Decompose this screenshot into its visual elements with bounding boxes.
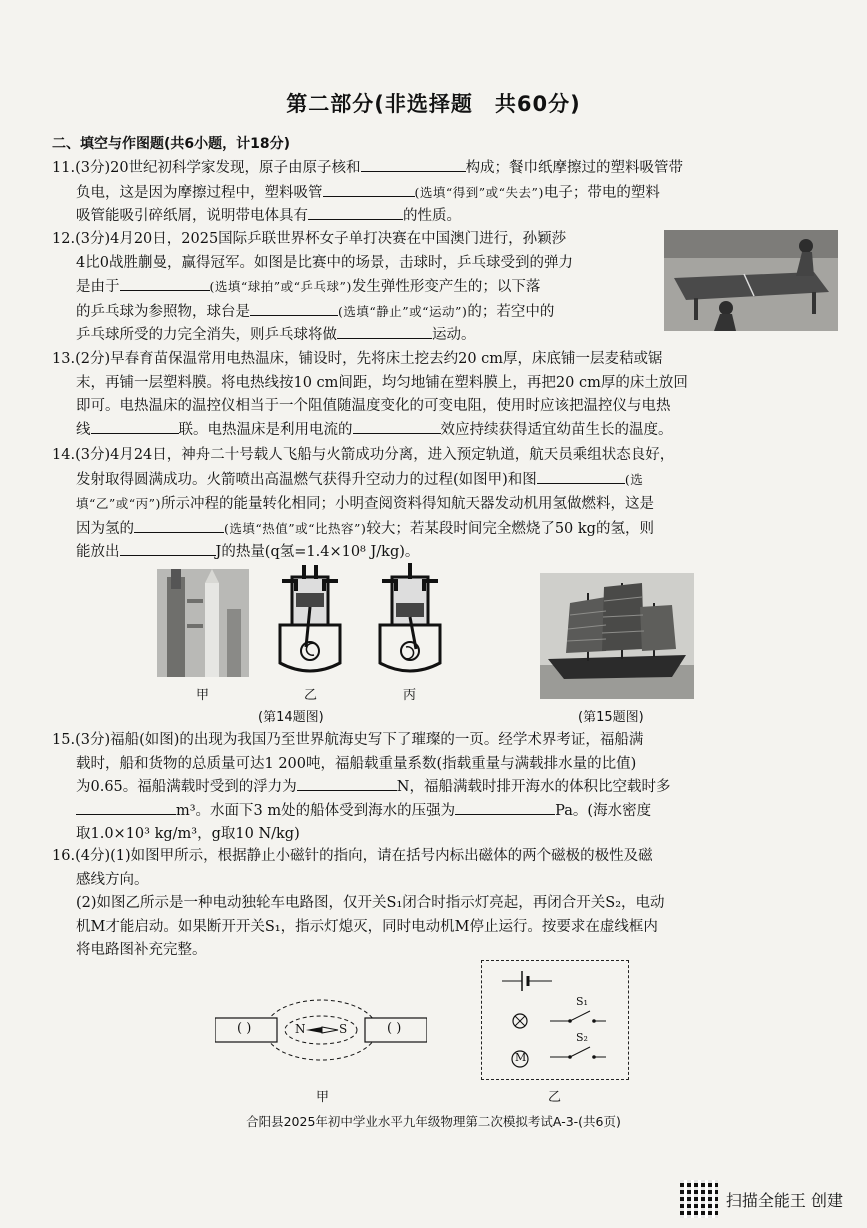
figure-15-caption: (第15题图) xyxy=(578,710,644,725)
figure-label-yi-16: 乙 xyxy=(548,1090,562,1105)
answer-blank[interactable] xyxy=(120,276,210,291)
question-number: 14. xyxy=(52,447,76,463)
magnet-field-diagram xyxy=(215,988,427,1072)
answer-blank[interactable] xyxy=(323,182,415,197)
switch-s2-label: S₂ xyxy=(576,1031,588,1044)
question-number: 15. xyxy=(52,732,76,748)
answer-blank[interactable] xyxy=(537,469,625,484)
answer-blank[interactable] xyxy=(353,419,441,434)
table-tennis-photo xyxy=(664,230,838,331)
question-number: 13. xyxy=(52,351,76,367)
question-12: 12.(3分)4月20日，2025国际乒联世界杯女子单打决赛在中国澳门进行，孙颖莎 4比0战胜蒯曼，赢得冠军。如图是比赛中的场景，击球时，乒乓球受到的弹力 是由于 (选填“球拍”或“乒乓球”)发生弹性形变产生的；以下落 的乒乓球为参照物，球台是 (选填“静止”或“运动”)的；若空中的 乒乓球所受的力完全消失，则乒乓球将做 运动。 xyxy=(52,231,573,343)
qr-code-icon xyxy=(680,1180,718,1218)
page-footer: 合阳县2025年初中学业水平九年级物理第二次模拟考试A-3-(共6页) xyxy=(246,1114,621,1129)
page-title: 第二部分(非选择题 共60分) xyxy=(286,92,581,116)
needle-south-label: S xyxy=(339,1022,348,1036)
question-15: 15.(3分)福船(如图)的出现为我国乃至世界航海史写下了璀璨的一页。经学术界考证，福船满 载时，船和货物的总质量可达1 200吨，福船载重量系数(指载重量与满载排水量的比值) 为0.65。福船满载时受到的浮力为 N，福船满载时排开海水的体积比空载时多 m³。水面下3 m处的船体受到海水的压强为 Pa。(海水密度 取1.0×10³ kg/m³，g取10 N/kg) xyxy=(52,732,671,842)
figure-label-yi: 乙 xyxy=(304,688,318,703)
question-number: 11. xyxy=(52,160,76,176)
figure-label-bing: 丙 xyxy=(403,688,417,703)
question-14: 14.(3分)4月24日，神舟二十号载人飞船与火箭成功分离，进入预定轨道，航天员乘组状态良好， 发射取得圆满成功。火箭喷出高温燃气获得升空动力的过程(如图甲)和图 (选 填“乙”或“丙”)所示冲程的能量转化相同；小明查阅资料得知航天器发动机用氢做燃料，这是 因为氢的 (选填“热值”或“比热容”)较大；若某段时间完全燃烧了50 kg的氢，则 能放出 J的热量(q氢=1.4×10⁸ J/kg)。 xyxy=(52,447,675,560)
question-13: 13.(2分)早春育苗保温常用电热温床，铺设时，先将床土挖去约20 cm厚，床底铺一层麦秸或锯 末，再铺一层塑料膜。将电热线按10 cm间距，均匀地铺在塑料膜上，再把20 cm厚的床土放回 即可。电热温床的温控仪相当于一个阻值随温度变化的可变电阻，使用时应该把温控仪与电热 线 联。电热温床是利用电流的 效应持续获得适宜幼苗生长的温度。 xyxy=(52,351,688,438)
question-number: 16. xyxy=(52,848,76,864)
engine-stroke-diagram-bing xyxy=(372,563,448,675)
answer-blank[interactable] xyxy=(308,205,403,220)
section-heading: 二、填空与作图题(共6小题，计18分) xyxy=(52,136,291,152)
answer-blank[interactable] xyxy=(120,541,216,556)
fuchuan-ship-photo xyxy=(540,573,694,699)
figure-14-caption: (第14题图) xyxy=(258,710,324,725)
motor-label: M xyxy=(515,1051,527,1064)
engine-stroke-diagram-yi xyxy=(272,563,348,675)
answer-blank[interactable] xyxy=(297,776,397,791)
needle-north-label: N xyxy=(295,1022,306,1036)
question-11: 11.(3分)20世纪初科学家发现，原子由原子核和 构成；餐巾纸摩擦过的塑料吸管带 负电，这是因为摩擦过程中，塑料吸管 (选填“得到”或“失去”)电子；带电的塑料 吸管能吸引碎纸屑，说明带电体具有 的性质。 xyxy=(52,157,683,229)
answer-blank[interactable] xyxy=(91,419,179,434)
question-number: 12. xyxy=(52,231,76,247)
answer-blank[interactable] xyxy=(455,800,555,815)
question-16: 16.(4分)(1)如图甲所示，根据静止小磁针的指向，请在括号内标出磁体的两个磁极的极性及磁 感线方向。 (2)如图乙所示是一种电动独轮车电路图，仅开关S₁闭合时指示灯亮起，再闭合开关S₂，电动 机M才能启动。如果断开开关S₁，指示灯熄灭，同时电动机M停止运行。按要求在虚线框内 将电路图补充完整。 xyxy=(52,848,665,958)
answer-blank[interactable] xyxy=(337,324,432,339)
answer-blank[interactable] xyxy=(134,518,224,533)
figure-label-jia: 甲 xyxy=(196,688,210,703)
rocket-launch-photo xyxy=(157,569,249,677)
scanner-watermark: 扫描全能王 创建 xyxy=(680,1180,843,1218)
left-magnet-pole-blank[interactable]: ( ) xyxy=(237,1021,252,1036)
circuit-dashed-box[interactable] xyxy=(481,960,629,1080)
right-magnet-pole-blank[interactable]: ( ) xyxy=(387,1021,402,1036)
answer-blank[interactable] xyxy=(361,157,466,172)
switch-s1-label: S₁ xyxy=(576,995,588,1008)
answer-blank[interactable] xyxy=(250,301,338,316)
figure-label-jia-16: 甲 xyxy=(316,1090,330,1105)
answer-blank[interactable] xyxy=(76,800,176,815)
